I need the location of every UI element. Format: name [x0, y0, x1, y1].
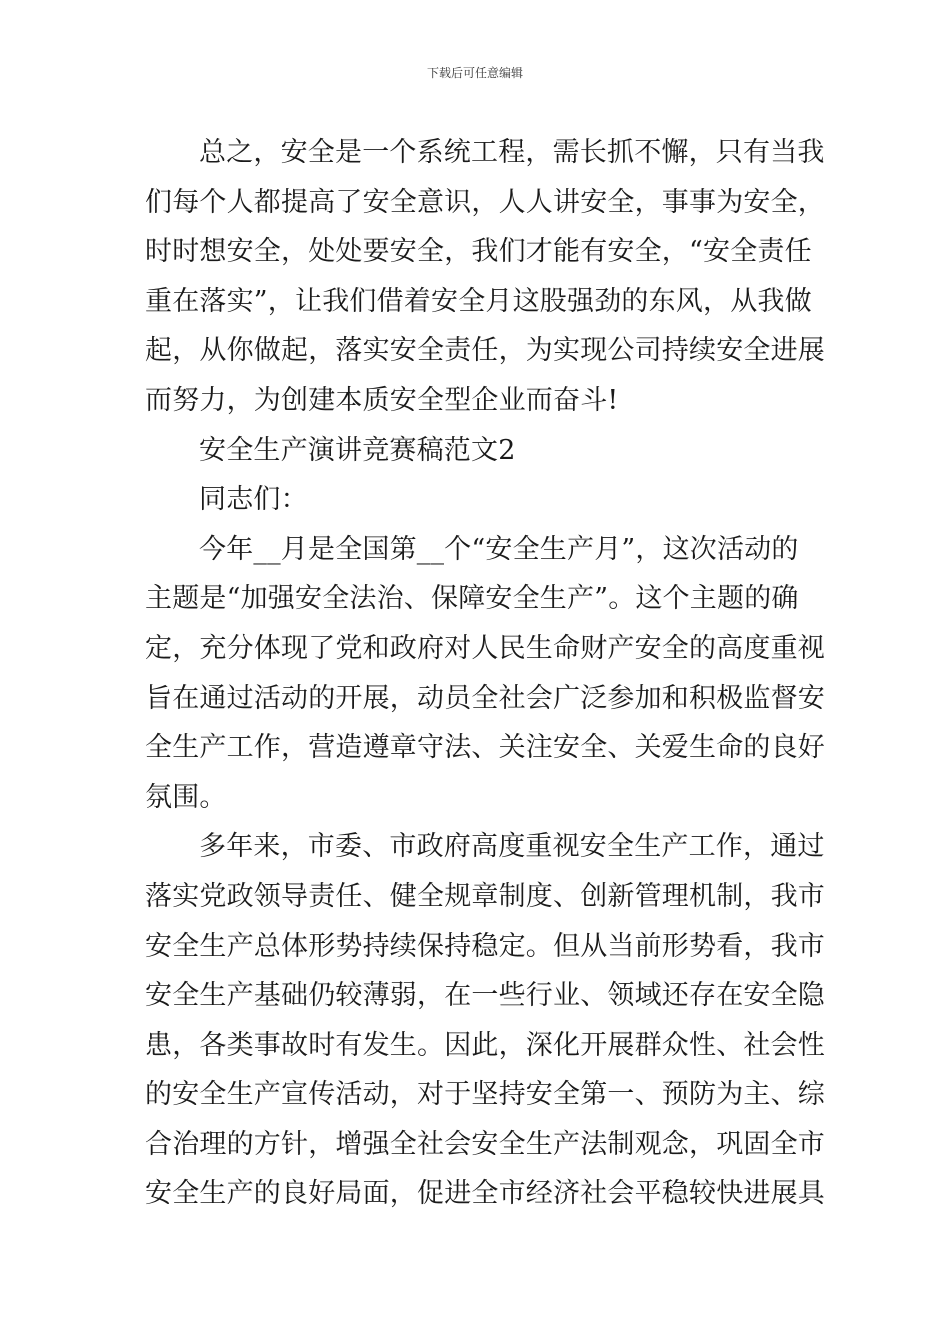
- text-line: 多年来，市委、市政府高度重视安全生产工作，通过: [199, 831, 825, 863]
- salutation-text: 同志们：: [199, 484, 308, 516]
- paragraph-conclusion: [145, 128, 825, 426]
- page-header-note: 下载后可任意编辑: [426, 66, 523, 80]
- paragraph-situation: [145, 822, 825, 1219]
- text-line: 安全生产的良好局面，促进全市经济社会平稳较快进展具: [145, 1178, 825, 1210]
- paragraph-theme: [145, 525, 825, 823]
- text-line: 旨在通过活动的开展，动员全社会广泛参加和积极监督安: [145, 682, 825, 714]
- text-line: 落实党政领导责任、健全规章制度、创新管理机制，我市: [145, 880, 825, 912]
- document-body: [145, 128, 825, 1219]
- text-line: 重在落实”，让我们借着安全月这股强劲的东风，从我做: [145, 285, 812, 317]
- text-line: 合治理的方针，增强全社会安全生产法制观念，巩固全市: [145, 1128, 825, 1160]
- section-title-text: 安全生产演讲竞赛稿范文2: [199, 434, 516, 466]
- text-line: 而努力，为创建本质安全型企业而奋斗!: [145, 384, 619, 416]
- text-line: 氛围。: [145, 781, 227, 813]
- text-line: 总之，安全是一个系统工程，需长抓不懈，只有当我: [199, 137, 825, 168]
- text-line: 起，从你做起，落实安全责任，为实现公司持续安全进展: [145, 335, 825, 367]
- section-title: [145, 426, 807, 476]
- text-line: 安全生产基础仍较薄弱，在一些行业、领域还存在安全隐: [145, 980, 825, 1012]
- salutation: [145, 475, 807, 525]
- text-line: 主题是“加强安全法治、保障安全生产”。这个主题的确: [145, 583, 799, 615]
- text-line: 患，各类事故时有发生。因此，深化开展群众性、社会性: [145, 1029, 825, 1061]
- text-line: 安全生产总体形势持续保持稳定。但从当前形势看，我市: [145, 930, 825, 962]
- text-line: 们每个人都提高了安全意识，人人讲安全，事事为安全，: [145, 186, 825, 218]
- text-line: 时时想安全，处处要安全，我们才能有安全，“安全责任: [145, 236, 812, 268]
- text-line: 定，充分体现了党和政府对人民生命财产安全的高度重视: [145, 632, 825, 664]
- text-line: 的安全生产宣传活动，对于坚持安全第一、预防为主、综: [145, 1079, 825, 1111]
- text-line: 今年__月是全国第__个“安全生产月”，这次活动的: [199, 533, 799, 565]
- text-line: 全生产工作，营造遵章守法、关注安全、关爱生命的良好: [145, 732, 825, 764]
